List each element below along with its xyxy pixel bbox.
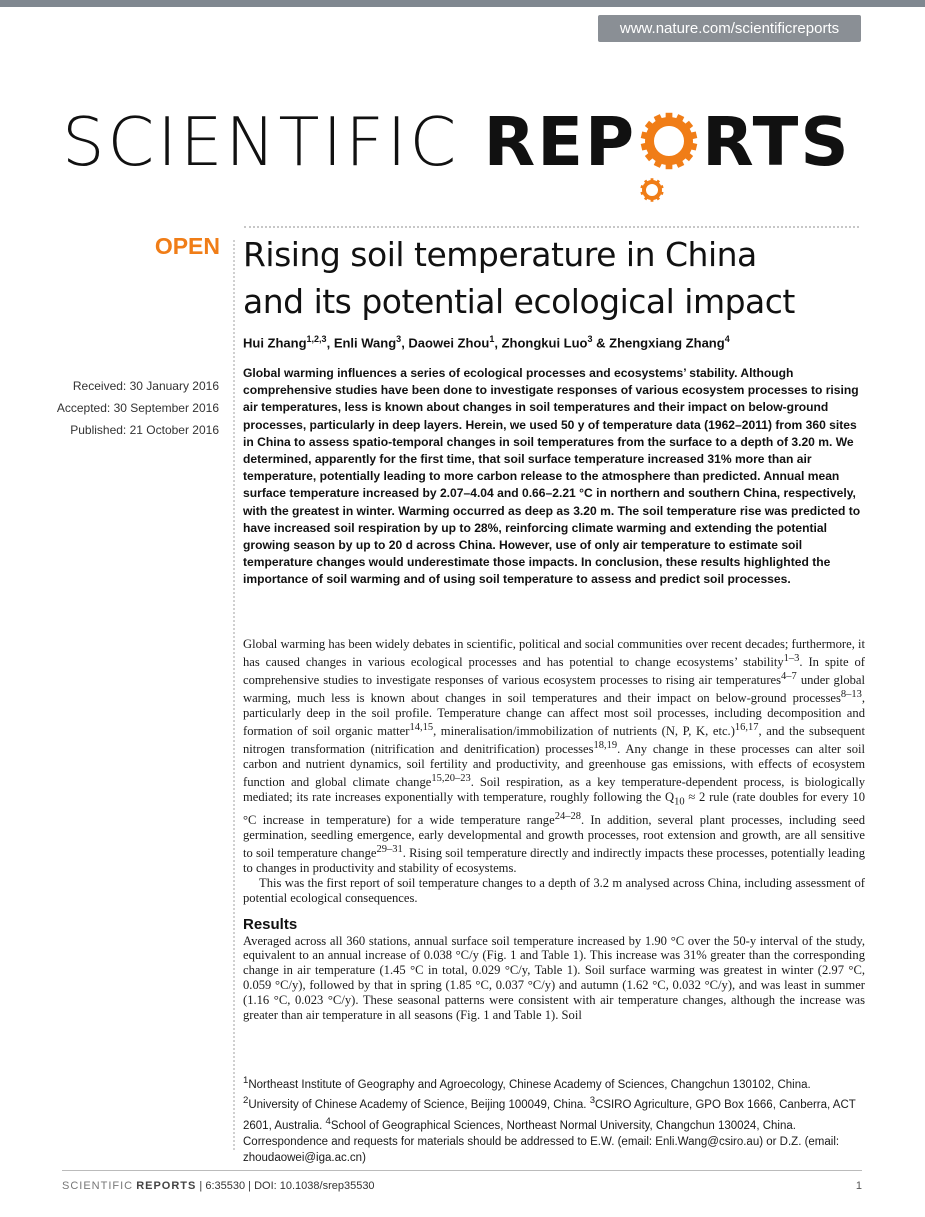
column-divider bbox=[233, 240, 235, 1150]
reference-citation[interactable]: 15,20–23 bbox=[431, 772, 471, 784]
text-run: . Rising soil temperature directly and indirectly impacts these processes, potentially leading to changes in productivity and stability of ecosystems. bbox=[243, 846, 866, 875]
author-name[interactable]: Daowei Zhou bbox=[408, 335, 490, 351]
masthead-rts: RTS bbox=[702, 103, 851, 181]
article-dates bbox=[40, 375, 219, 441]
page-number: 1 bbox=[855, 1180, 862, 1192]
footer-citation[interactable]: | 6:35530 | DOI: 10.1038/srep35530 bbox=[196, 1180, 375, 1192]
second-paragraph: This was the first report of soil temperature changes to a depth of 3.2 m analysed across China, including assessment of potential ecological consequences. bbox=[243, 875, 865, 905]
text-run: . Any change in these processes can alter soil carbon and nutrient dynamics, soil fertility and productivity, and greenhouse gas emissions, with effects of ecosystem function and global climate change bbox=[243, 742, 865, 789]
reference-citation[interactable]: 1–3 bbox=[783, 652, 800, 664]
author-name[interactable]: Enli Wang bbox=[333, 335, 397, 351]
footer-brand-light: SCIENTIFIC bbox=[62, 1180, 134, 1192]
correspondence-note: Correspondence and requests for materials should be addressed to E.W. (email: Enli.Wang@csiro.au) or D.Z. (email: zhoudaowei@iga.ac.cn) bbox=[243, 1135, 840, 1165]
accepted-date: Accepted: 30 September 2016 bbox=[56, 401, 219, 415]
text-run: ≈ 2 rule (rate doubles for every 10 °C increase in temperature) for a wide temperature range bbox=[243, 789, 865, 828]
author-affiliation: 3 bbox=[587, 334, 593, 344]
reference-citation[interactable]: 16,17 bbox=[734, 721, 759, 733]
affiliation-number: 2 bbox=[243, 1095, 249, 1107]
author-separator: & bbox=[592, 335, 610, 351]
text-run: under global warming, much less is known about changes in soil temperatures and their impact on below-ground processes bbox=[243, 673, 866, 706]
masthead-scientific: SCIENTIFIC bbox=[62, 103, 460, 181]
received-date: Received: 30 January 2016 bbox=[72, 379, 219, 393]
reference-citation[interactable]: 14,15 bbox=[409, 721, 434, 733]
results-paragraph: Averaged across all 360 stations, annual surface soil temperature increased by 1.90 °C over the 50-y interval of the study, equivalent to an annual increase of 0.038 °C/y (Fig. 1 and Table 1). This increase was 31% greater than the corresponding change in air temperature (1.45 °C in total, 0.029 °C/y, Table 1). Soil surface warming was greatest in winter (2.97 °C, 0.059 °C/y), followed by that in spring (1.85 °C, 0.037 °C/y) and autumn (1.62 °C, 0.032 °C/y), and was least in summer (1.16 °C, 0.023 °C/y). These seasonal patterns were consistent with air temperature changes, although the increase was greater than air temperature in all seasons (Fig. 1 and Table 1). Soil bbox=[243, 933, 865, 1022]
author-affiliation: 4 bbox=[724, 334, 730, 344]
text-run: . In addition, several plant processes, including seed germination, seedling emergence, early developmental and growth processes, root extension and growth, are all sensitive to soil temperature change bbox=[243, 813, 865, 861]
text-run: , and the subsequent nitrogen transformation (nitrification and denitrification) processes bbox=[243, 723, 865, 756]
title-line-1: Rising soil temperature in China bbox=[243, 235, 757, 274]
page-footer bbox=[62, 1180, 862, 1192]
text-run: . Soil respiration, as a key temperature-dependent process, is biologically mediated; its rate increases exponentially with temperature, roughly following the Q bbox=[243, 774, 866, 804]
author-name[interactable]: Zhongkui Luo bbox=[501, 335, 588, 351]
abstract: Global warming influences a series of ecological processes and ecosystems’ stability. Although comprehensive studies have been done to investigate responses of various ecosystem processes to rising air temperatures, less is known about changes in soil temperatures and their impact on below-ground processes, particularly in deep layers. Herein, we used 50 y of temperature data (1962–2011) from 360 sites in China to assess spatio-temporal changes in soil temperatures from the surface to a depth of 3.20 m. We determined, apparently for the first time, that soil surface temperature increased 31% more than air temperature, potentially leading to more carbon release to the atmosphere than predicted. Annual mean surface temperature increased by 2.07–4.04 and 0.66–2.21 °C in northern and southern China, respectively, with the greatest in winter. Warming occurred as deep as 3.20 m. The soil temperature rise was predicted to have increased soil respiration by up to 28%, reinforcing climate warming and extending the potential growing season by up to 20 d across China. However, use of only air temperature to estimate soil temperature changes would underestimate those impacts. In conclusion, these results highlighted the importance of soil warming and of using soil temperature to assess and predict soil processes. bbox=[243, 366, 861, 587]
journal-url-link[interactable]: www.nature.com/scientificreports bbox=[598, 15, 861, 42]
gear-logo-icon bbox=[636, 105, 702, 165]
article-body bbox=[243, 637, 865, 1023]
journal-masthead bbox=[62, 97, 851, 187]
text-run: Global warming has been widely debates in scientific, political and social communities over recent decades; furthermore, it has caused changes in various ecological processes and has potential to change ecosystems’ stability bbox=[243, 637, 865, 670]
masthead-rep: REP bbox=[483, 103, 637, 181]
affiliation-text: University of Chinese Academy of Science, Beijing 100049, China. bbox=[248, 1099, 590, 1112]
q10-subscript: 10 bbox=[674, 796, 685, 808]
intro-paragraph bbox=[243, 637, 865, 876]
text-run: , mineralisation/immobilization of nutrients (N, P, K, etc.) bbox=[433, 723, 735, 738]
reference-citation[interactable]: 29–31 bbox=[376, 843, 403, 855]
footer-brand-bold: REPORTS bbox=[136, 1180, 197, 1192]
header-divider bbox=[244, 226, 859, 228]
reference-citation[interactable]: 24–28 bbox=[554, 811, 581, 823]
author-affiliation: 1 bbox=[489, 334, 495, 344]
author-separator: , bbox=[326, 335, 334, 351]
title-line-2: and its potential ecological impact bbox=[243, 282, 795, 321]
text-run: , particularly deep in the soil profile. Temperature change can affect most soil processes, including decomposition and formation of soil organic matter bbox=[243, 691, 865, 738]
reference-citation[interactable]: 18,19 bbox=[593, 739, 618, 751]
affiliation-number: 1 bbox=[243, 1075, 249, 1086]
author-list bbox=[243, 334, 883, 350]
author-separator: , bbox=[494, 335, 502, 351]
affiliation-text: Northeast Institute of Geography and Agroecology, Chinese Academy of Sciences, Changchun 130102, China. bbox=[248, 1078, 811, 1091]
affiliation-number: 3 bbox=[589, 1095, 596, 1107]
reference-citation[interactable]: 8–13 bbox=[840, 688, 862, 700]
affiliation-text: School of Geographical Sciences, Northeast Normal University, Changchun 130024, China. bbox=[330, 1119, 796, 1132]
results-heading: Results bbox=[243, 915, 298, 933]
author-name[interactable]: Hui Zhang bbox=[243, 335, 307, 351]
open-access-badge: OPEN bbox=[154, 233, 220, 259]
footer-divider bbox=[62, 1170, 862, 1171]
author-name[interactable]: Zhengxiang Zhang bbox=[609, 335, 725, 351]
affiliation-number: 4 bbox=[325, 1115, 331, 1127]
author-affiliation: 3 bbox=[396, 334, 402, 344]
affiliations bbox=[243, 1073, 865, 1167]
article-title bbox=[243, 231, 883, 325]
author-separator: , bbox=[401, 335, 409, 351]
top-bar bbox=[0, 0, 925, 7]
text-run: . In spite of comprehensive studies to investigate responses of various ecosystem processes to rising air temperatures bbox=[243, 655, 865, 688]
reference-citation[interactable]: 4–7 bbox=[781, 670, 797, 682]
published-date: Published: 21 October 2016 bbox=[70, 423, 219, 437]
author-affiliation: 1,2,3 bbox=[306, 334, 327, 344]
affiliation-text: CSIRO Agriculture, GPO Box 1666, Canberra, ACT 2601, Australia. bbox=[243, 1099, 856, 1132]
